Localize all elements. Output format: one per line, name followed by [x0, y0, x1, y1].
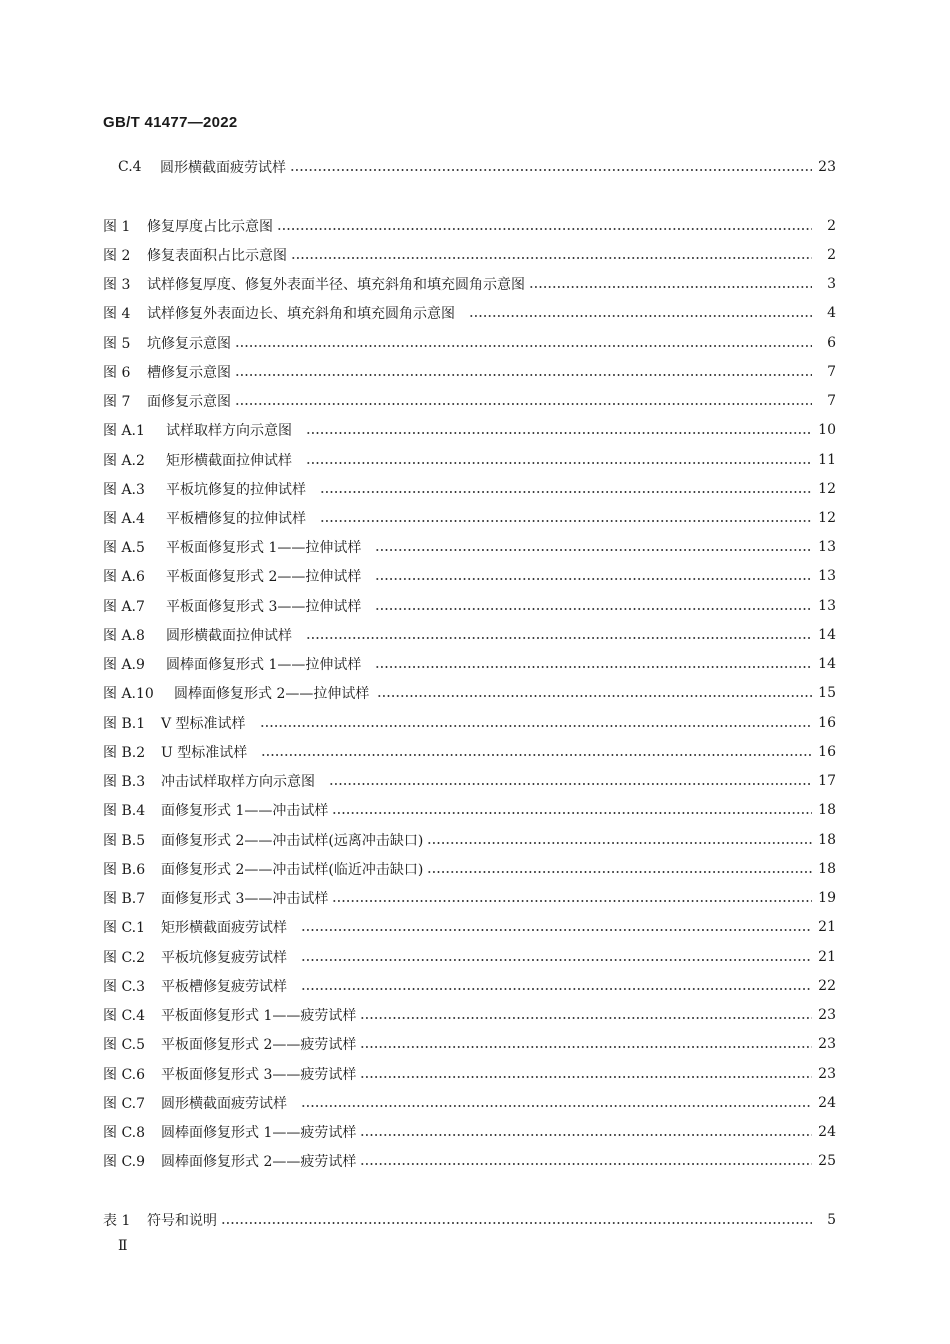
figure-label: 图 6: [103, 365, 131, 381]
figure-page: 7: [827, 393, 836, 409]
figure-title: 试样修复外表面边长、填充斜角和填充圆角示意图: [147, 306, 455, 322]
figure-entry[interactable]: [0, 478, 950, 500]
figure-entry[interactable]: [0, 741, 950, 763]
figure-entry[interactable]: [0, 273, 950, 295]
figure-page: 18: [818, 832, 836, 848]
table-page: 5: [827, 1212, 836, 1228]
figure-title: 修复表面积占比示意图: [147, 248, 287, 264]
figure-page: 14: [818, 656, 836, 672]
figure-label: 图 C.3: [103, 979, 146, 995]
dot-leader: [306, 449, 812, 471]
dot-leader: [301, 946, 812, 968]
dot-leader: [529, 273, 812, 295]
figure-title: 圆棒面修复形式 2——疲劳试样: [161, 1154, 357, 1170]
dot-leader: [375, 595, 812, 617]
figure-page: 4: [827, 305, 836, 321]
figure-title: 平板坑修复疲劳试样: [161, 950, 287, 966]
figure-label: 图 B.4: [103, 803, 146, 819]
figure-entry[interactable]: [0, 975, 950, 997]
figure-page: 18: [818, 802, 836, 818]
figure-label: 图 A.10: [103, 686, 154, 702]
figure-label: 图 C.1: [103, 920, 146, 936]
dot-leader: [375, 536, 812, 558]
figure-entry[interactable]: [0, 419, 950, 441]
figure-entry[interactable]: [0, 1121, 950, 1143]
figure-label: 图 C.5: [103, 1037, 146, 1053]
figure-label: 图 C.4: [103, 1008, 146, 1024]
figure-label: 图 A.9: [103, 657, 145, 673]
dot-leader: [235, 361, 812, 383]
figure-label: 图 C.9: [103, 1154, 146, 1170]
figure-title: 面修复示意图: [147, 394, 231, 410]
figure-entry[interactable]: [0, 653, 950, 675]
figure-entry[interactable]: [0, 916, 950, 938]
figure-label: 图 7: [103, 394, 131, 410]
figure-entry[interactable]: [0, 712, 950, 734]
figure-page: 21: [818, 949, 836, 965]
figure-title: 平板面修复形式 1——拉伸试样: [166, 540, 362, 556]
figure-entry[interactable]: [0, 799, 950, 821]
dot-leader: [375, 653, 812, 675]
figure-label: 图 A.3: [103, 482, 145, 498]
figure-label: 图 C.7: [103, 1096, 146, 1112]
figure-label: 图 5: [103, 336, 131, 352]
figure-title: 平板面修复形式 3——疲劳试样: [161, 1067, 357, 1083]
figure-entry[interactable]: [0, 536, 950, 558]
table-title: 符号和说明: [147, 1213, 217, 1229]
figure-label: 图 C.2: [103, 950, 146, 966]
figure-page: 18: [818, 861, 836, 877]
figure-label: 图 1: [103, 219, 131, 235]
figure-entry[interactable]: [0, 565, 950, 587]
dot-leader: [360, 1004, 812, 1026]
figure-title: 面修复形式 2——冲击试样(远离冲击缺口): [161, 833, 424, 849]
toc-entry-c4[interactable]: [0, 156, 950, 178]
figure-title: 冲击试样取样方向示意图: [161, 774, 315, 790]
figure-page: 11: [818, 452, 836, 468]
figure-page: 13: [818, 539, 836, 555]
figure-entry[interactable]: [0, 302, 950, 324]
figure-title: 平板坑修复的拉伸试样: [166, 482, 306, 498]
figure-page: 7: [827, 364, 836, 380]
figure-title: 平板槽修复疲劳试样: [161, 979, 287, 995]
figure-title: 坑修复示意图: [147, 336, 231, 352]
figure-entry[interactable]: [0, 829, 950, 851]
figure-title: 平板面修复形式 2——疲劳试样: [161, 1037, 357, 1053]
dot-leader: [301, 916, 812, 938]
figure-label: 图 B.5: [103, 833, 146, 849]
figure-label: 图 B.3: [103, 774, 146, 790]
figure-entry[interactable]: [0, 858, 950, 880]
figure-page: 17: [818, 773, 836, 789]
dot-leader: [427, 858, 812, 880]
figure-page: 15: [818, 685, 836, 701]
figure-page: 13: [818, 568, 836, 584]
dot-leader: [261, 741, 812, 763]
figure-title: 槽修复示意图: [147, 365, 231, 381]
figure-title: 面修复形式 1——冲击试样: [161, 803, 329, 819]
figure-title: 修复厚度占比示意图: [147, 219, 273, 235]
figure-label: 图 2: [103, 248, 131, 264]
figure-label: 图 A.6: [103, 569, 145, 585]
dot-leader: [360, 1150, 812, 1172]
figure-title: 试样修复厚度、修复外表面半径、填充斜角和填充圆角示意图: [147, 277, 525, 293]
figure-title: 试样取样方向示意图: [166, 423, 292, 439]
dot-leader: [306, 624, 812, 646]
figure-page: 16: [818, 744, 836, 760]
figure-entry[interactable]: [0, 1063, 950, 1085]
figure-entry[interactable]: [0, 507, 950, 529]
figure-entry[interactable]: [0, 449, 950, 471]
dot-leader: [301, 1092, 812, 1114]
figure-label: 图 A.1: [103, 423, 145, 439]
dot-leader: [360, 1063, 812, 1085]
dot-leader: [235, 390, 812, 412]
figure-page: 24: [818, 1124, 836, 1140]
figure-page: 12: [818, 481, 836, 497]
dot-leader: [320, 507, 812, 529]
figure-entry[interactable]: [0, 215, 950, 237]
figure-page: 3: [827, 276, 836, 292]
figure-title: U 型标准试样: [161, 745, 248, 761]
dot-leader: [277, 215, 812, 237]
figure-page: 10: [818, 422, 836, 438]
figure-title: 圆棒面修复形式 1——拉伸试样: [166, 657, 362, 673]
figure-entry[interactable]: [0, 770, 950, 792]
dot-leader: [320, 478, 812, 500]
standard-code: GB/T 41477—2022: [103, 114, 238, 131]
dot-leader: [306, 419, 812, 441]
dot-leader: [301, 975, 812, 997]
figure-label: 图 C.8: [103, 1125, 146, 1141]
figure-page: 2: [827, 247, 836, 263]
figure-title: 面修复形式 2——冲击试样(临近冲击缺口): [161, 862, 424, 878]
figure-entry[interactable]: [0, 390, 950, 412]
dot-leader: [427, 829, 812, 851]
dot-leader: [260, 712, 812, 734]
table-entry[interactable]: [0, 1209, 950, 1231]
figure-label: 图 C.6: [103, 1067, 146, 1083]
figure-label: 图 B.2: [103, 745, 146, 761]
page-number: Ⅱ: [118, 1238, 128, 1254]
figure-page: 25: [818, 1153, 836, 1169]
figure-title: 平板面修复形式 1——疲劳试样: [161, 1008, 357, 1024]
figure-page: 14: [818, 627, 836, 643]
figure-label: 图 A.2: [103, 453, 145, 469]
figure-label: 图 4: [103, 306, 131, 322]
figure-entry[interactable]: [0, 332, 950, 354]
figure-entry[interactable]: [0, 624, 950, 646]
figure-entry[interactable]: [0, 1004, 950, 1026]
figure-page: 6: [827, 335, 836, 351]
figure-title: 平板面修复形式 3——拉伸试样: [166, 599, 362, 615]
figure-label: 图 A.4: [103, 511, 145, 527]
figure-title: 平板面修复形式 2——拉伸试样: [166, 569, 362, 585]
figure-page: 23: [818, 1007, 836, 1023]
dot-leader: [290, 156, 812, 178]
figure-entry[interactable]: [0, 1092, 950, 1114]
figure-title: 矩形横截面拉伸试样: [166, 453, 292, 469]
dot-leader: [375, 565, 812, 587]
figure-page: 22: [818, 978, 836, 994]
figure-label: 图 A.5: [103, 540, 145, 556]
figure-label: 图 A.7: [103, 599, 145, 615]
dot-leader: [360, 1033, 812, 1055]
figure-entry[interactable]: [0, 887, 950, 909]
dot-leader: [329, 770, 812, 792]
figure-entry[interactable]: [0, 244, 950, 266]
figure-label: 图 B.7: [103, 891, 146, 907]
figure-page: 24: [818, 1095, 836, 1111]
figure-entry[interactable]: [0, 1150, 950, 1172]
figure-title: 平板槽修复的拉伸试样: [166, 511, 306, 527]
figure-page: 2: [827, 218, 836, 234]
dot-leader: [360, 1121, 812, 1143]
figure-page: 13: [818, 598, 836, 614]
figure-entry[interactable]: [0, 595, 950, 617]
figure-page: 16: [818, 715, 836, 731]
figure-page: 23: [818, 1066, 836, 1082]
dot-leader: [332, 887, 812, 909]
figure-page: 21: [818, 919, 836, 935]
dot-leader: [469, 302, 812, 324]
figure-title: 圆棒面修复形式 2——拉伸试样: [174, 686, 370, 702]
dot-leader: [332, 799, 812, 821]
figure-label: 图 3: [103, 277, 131, 293]
figure-title: 圆形横截面拉伸试样: [166, 628, 292, 644]
figure-label: 图 A.8: [103, 628, 145, 644]
dot-leader: [377, 682, 812, 704]
figure-title: 圆棒面修复形式 1——疲劳试样: [161, 1125, 357, 1141]
toc-entry-title: 圆形横截面疲劳试样: [160, 160, 286, 176]
dot-leader: [291, 244, 812, 266]
figure-entry[interactable]: [0, 361, 950, 383]
figure-entry[interactable]: [0, 946, 950, 968]
figure-label: 图 B.6: [103, 862, 146, 878]
figure-title: 圆形横截面疲劳试样: [161, 1096, 287, 1112]
figure-page: 19: [818, 890, 836, 906]
figure-entry[interactable]: [0, 1033, 950, 1055]
toc-entry-page: 23: [818, 159, 836, 175]
table-label: 表 1: [103, 1213, 131, 1229]
figure-label: 图 B.1: [103, 716, 146, 732]
figure-page: 12: [818, 510, 836, 526]
figure-title: 面修复形式 3——冲击试样: [161, 891, 329, 907]
dot-leader: [235, 332, 812, 354]
figure-title: 矩形横截面疲劳试样: [161, 920, 287, 936]
dot-leader: [221, 1209, 812, 1231]
figure-entry[interactable]: [0, 682, 950, 704]
toc-entry-label: C.4: [118, 159, 142, 175]
figure-page: 23: [818, 1036, 836, 1052]
figure-title: V 型标准试样: [161, 716, 246, 732]
